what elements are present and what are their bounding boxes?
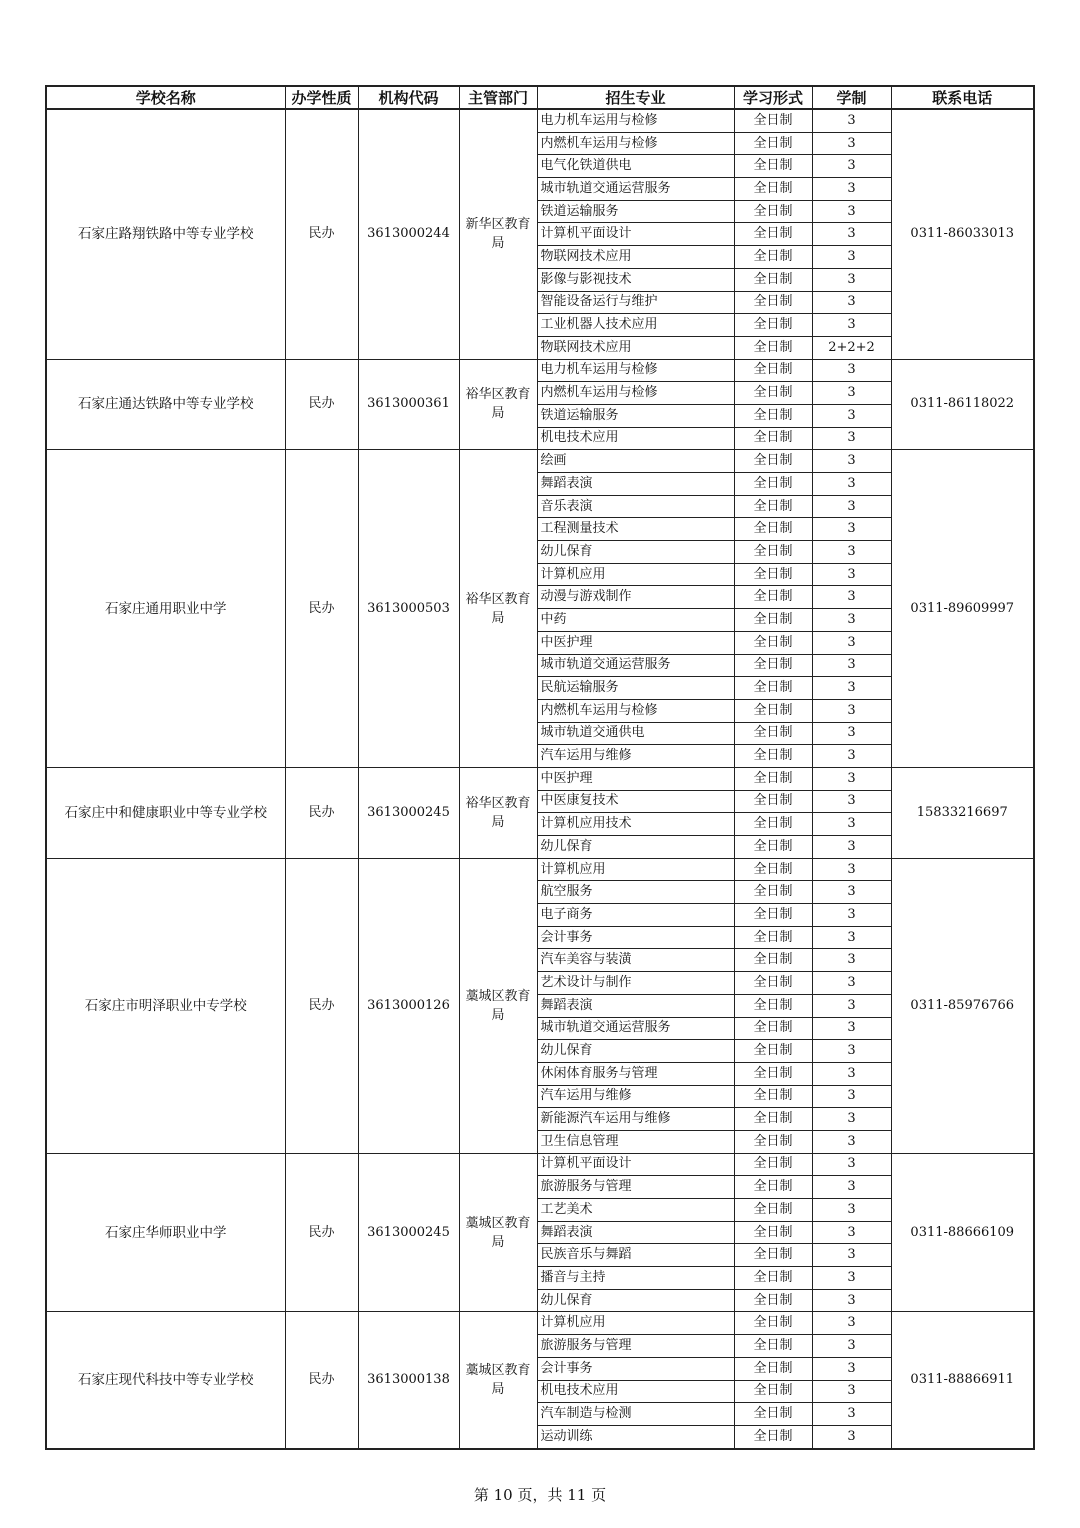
study-years: 3 — [812, 268, 891, 291]
study-mode: 全日制 — [734, 677, 812, 700]
major-name: 城市轨道交通供电 — [537, 722, 734, 745]
study-years: 3 — [812, 654, 891, 677]
study-mode: 全日制 — [734, 178, 812, 201]
study-mode: 全日制 — [734, 223, 812, 246]
study-years: 3 — [812, 904, 891, 927]
major-name: 幼儿保育 — [537, 1040, 734, 1063]
study-mode: 全日制 — [734, 1267, 812, 1290]
study-years: 3 — [812, 1312, 891, 1335]
major-name: 民航运输服务 — [537, 677, 734, 700]
study-years: 3 — [812, 1130, 891, 1153]
study-mode: 全日制 — [734, 268, 812, 291]
study-mode: 全日制 — [734, 1176, 812, 1199]
major-name: 工艺美术 — [537, 1199, 734, 1222]
study-mode: 全日制 — [734, 722, 812, 745]
major-name: 播音与主持 — [537, 1267, 734, 1290]
major-name: 中医护理 — [537, 631, 734, 654]
major-name: 电力机车运用与检修 — [537, 359, 734, 382]
institution-code: 3613000245 — [358, 767, 459, 858]
study-mode: 全日制 — [734, 1085, 812, 1108]
major-name: 幼儿保育 — [537, 836, 734, 859]
study-mode: 全日制 — [734, 881, 812, 904]
major-name: 幼儿保育 — [537, 1289, 734, 1312]
study-mode: 全日制 — [734, 1017, 812, 1040]
study-years: 3 — [812, 972, 891, 995]
study-years: 3 — [812, 359, 891, 382]
study-mode: 全日制 — [734, 1062, 812, 1085]
study-mode: 全日制 — [734, 1108, 812, 1131]
school-nature: 民办 — [285, 109, 358, 359]
major-name: 影像与影视技术 — [537, 268, 734, 291]
school-nature: 民办 — [285, 1312, 358, 1449]
table-body — [46, 109, 1034, 1449]
major-name: 音乐表演 — [537, 495, 734, 518]
major-name: 旅游服务与管理 — [537, 1176, 734, 1199]
school-name: 石家庄通达铁路中等专业学校 — [46, 359, 285, 450]
major-name: 计算机应用 — [537, 563, 734, 586]
major-name: 卫生信息管理 — [537, 1130, 734, 1153]
contact-phone: 15833216697 — [891, 767, 1034, 858]
study-years: 3 — [812, 223, 891, 246]
major-name: 旅游服务与管理 — [537, 1335, 734, 1358]
study-years: 3 — [812, 790, 891, 813]
study-mode: 全日制 — [734, 1380, 812, 1403]
study-years: 3 — [812, 1357, 891, 1380]
study-years: 3 — [812, 246, 891, 269]
table-row — [46, 450, 1034, 473]
study-mode: 全日制 — [734, 382, 812, 405]
study-mode: 全日制 — [734, 563, 812, 586]
study-mode: 全日制 — [734, 518, 812, 541]
study-mode: 全日制 — [734, 1153, 812, 1176]
study-years: 3 — [812, 178, 891, 201]
study-years: 3 — [812, 881, 891, 904]
study-mode: 全日制 — [734, 246, 812, 269]
table-row — [46, 1312, 1034, 1335]
major-name: 幼儿保育 — [537, 541, 734, 564]
header-major: 招生专业 — [537, 86, 734, 109]
study-mode: 全日制 — [734, 450, 812, 473]
study-years: 3 — [812, 1244, 891, 1267]
contact-phone: 0311-86033013 — [891, 109, 1034, 359]
school-name: 石家庄路翔铁路中等专业学校 — [46, 109, 285, 359]
header-nature: 办学性质 — [285, 86, 358, 109]
study-mode: 全日制 — [734, 155, 812, 178]
major-name: 物联网技术应用 — [537, 336, 734, 359]
study-years: 3 — [812, 427, 891, 450]
institution-code: 3613000361 — [358, 359, 459, 450]
study-years: 3 — [812, 1425, 891, 1448]
major-name: 城市轨道交通运营服务 — [537, 654, 734, 677]
study-years: 3 — [812, 1380, 891, 1403]
study-years: 3 — [812, 609, 891, 632]
major-name: 铁道运输服务 — [537, 404, 734, 427]
study-years: 3 — [812, 1199, 891, 1222]
header-row — [46, 86, 1034, 109]
study-years: 3 — [812, 1289, 891, 1312]
study-mode: 全日制 — [734, 904, 812, 927]
contact-phone: 0311-85976766 — [891, 858, 1034, 1153]
study-years: 3 — [812, 518, 891, 541]
institution-code: 3613000503 — [358, 450, 459, 768]
school-nature: 民办 — [285, 450, 358, 768]
study-mode: 全日制 — [734, 609, 812, 632]
supervising-dept: 裕华区教育局 — [459, 767, 537, 858]
header-code: 机构代码 — [358, 86, 459, 109]
study-mode: 全日制 — [734, 1199, 812, 1222]
major-name: 电子商务 — [537, 904, 734, 927]
major-name: 航空服务 — [537, 881, 734, 904]
study-mode: 全日制 — [734, 790, 812, 813]
major-name: 城市轨道交通运营服务 — [537, 1017, 734, 1040]
study-years: 3 — [812, 813, 891, 836]
supervising-dept: 藁城区教育局 — [459, 1312, 537, 1449]
study-years: 3 — [812, 200, 891, 223]
study-years: 3 — [812, 155, 891, 178]
study-mode: 全日制 — [734, 994, 812, 1017]
study-mode: 全日制 — [734, 495, 812, 518]
study-years: 3 — [812, 1085, 891, 1108]
study-years: 3 — [812, 586, 891, 609]
table-row — [46, 858, 1034, 881]
enrollment-table — [45, 85, 1035, 1450]
major-name: 新能源汽车运用与维修 — [537, 1108, 734, 1131]
major-name: 舞蹈表演 — [537, 994, 734, 1017]
major-name: 内燃机车运用与检修 — [537, 382, 734, 405]
study-years: 3 — [812, 1403, 891, 1426]
school-name: 石家庄中和健康职业中等专业学校 — [46, 767, 285, 858]
study-mode: 全日制 — [734, 132, 812, 155]
study-mode: 全日制 — [734, 699, 812, 722]
supervising-dept: 藁城区教育局 — [459, 858, 537, 1153]
study-mode: 全日制 — [734, 1425, 812, 1448]
major-name: 工程测量技术 — [537, 518, 734, 541]
study-years: 3 — [812, 132, 891, 155]
study-years: 3 — [812, 631, 891, 654]
study-years: 3 — [812, 1221, 891, 1244]
study-mode: 全日制 — [734, 1130, 812, 1153]
study-mode: 全日制 — [734, 1289, 812, 1312]
study-mode: 全日制 — [734, 1335, 812, 1358]
study-years: 3 — [812, 563, 891, 586]
study-years: 3 — [812, 1062, 891, 1085]
study-years: 3 — [812, 949, 891, 972]
major-name: 民族音乐与舞蹈 — [537, 1244, 734, 1267]
study-mode: 全日制 — [734, 586, 812, 609]
supervising-dept: 藁城区教育局 — [459, 1153, 537, 1312]
table-row — [46, 109, 1034, 132]
study-years: 3 — [812, 1017, 891, 1040]
study-years: 3 — [812, 745, 891, 768]
major-name: 舞蹈表演 — [537, 1221, 734, 1244]
study-mode: 全日制 — [734, 858, 812, 881]
study-years: 3 — [812, 1267, 891, 1290]
study-mode: 全日制 — [734, 541, 812, 564]
school-nature: 民办 — [285, 359, 358, 450]
header-dept: 主管部门 — [459, 86, 537, 109]
study-years: 3 — [812, 836, 891, 859]
study-mode: 全日制 — [734, 336, 812, 359]
school-nature: 民办 — [285, 1153, 358, 1312]
study-years: 3 — [812, 767, 891, 790]
contact-phone: 0311-88666109 — [891, 1153, 1034, 1312]
study-years: 3 — [812, 1040, 891, 1063]
school-name: 石家庄通用职业中学 — [46, 450, 285, 768]
contact-phone: 0311-89609997 — [891, 450, 1034, 768]
major-name: 计算机应用 — [537, 858, 734, 881]
study-years: 3 — [812, 495, 891, 518]
study-mode: 全日制 — [734, 1244, 812, 1267]
contact-phone: 0311-88866911 — [891, 1312, 1034, 1449]
study-years: 3 — [812, 699, 891, 722]
study-mode: 全日制 — [734, 1221, 812, 1244]
major-name: 中医护理 — [537, 767, 734, 790]
institution-code: 3613000138 — [358, 1312, 459, 1449]
major-name: 内燃机车运用与检修 — [537, 699, 734, 722]
major-name: 计算机平面设计 — [537, 1153, 734, 1176]
major-name: 汽车美容与装潢 — [537, 949, 734, 972]
study-years: 3 — [812, 926, 891, 949]
study-years: 3 — [812, 291, 891, 314]
school-name: 石家庄市明泽职业中专学校 — [46, 858, 285, 1153]
school-name: 石家庄华师职业中学 — [46, 1153, 285, 1312]
study-years: 3 — [812, 109, 891, 132]
major-name: 机电技术应用 — [537, 1380, 734, 1403]
major-name: 物联网技术应用 — [537, 246, 734, 269]
table-row — [46, 359, 1034, 382]
study-mode: 全日制 — [734, 767, 812, 790]
major-name: 机电技术应用 — [537, 427, 734, 450]
study-mode: 全日制 — [734, 1403, 812, 1426]
study-years: 3 — [812, 473, 891, 496]
study-mode: 全日制 — [734, 200, 812, 223]
institution-code: 3613000126 — [358, 858, 459, 1153]
study-years: 3 — [812, 994, 891, 1017]
major-name: 工业机器人技术应用 — [537, 314, 734, 337]
major-name: 计算机应用技术 — [537, 813, 734, 836]
study-mode: 全日制 — [734, 926, 812, 949]
study-mode: 全日制 — [734, 836, 812, 859]
study-mode: 全日制 — [734, 1040, 812, 1063]
table-row — [46, 1153, 1034, 1176]
institution-code: 3613000244 — [358, 109, 459, 359]
major-name: 舞蹈表演 — [537, 473, 734, 496]
study-mode: 全日制 — [734, 1312, 812, 1335]
study-years: 3 — [812, 722, 891, 745]
study-years: 3 — [812, 1153, 891, 1176]
institution-code: 3613000245 — [358, 1153, 459, 1312]
study-years: 3 — [812, 541, 891, 564]
study-years: 3 — [812, 677, 891, 700]
study-mode: 全日制 — [734, 654, 812, 677]
school-nature: 民办 — [285, 858, 358, 1153]
major-name: 汽车制造与检测 — [537, 1403, 734, 1426]
study-mode: 全日制 — [734, 631, 812, 654]
major-name: 铁道运输服务 — [537, 200, 734, 223]
study-mode: 全日制 — [734, 109, 812, 132]
page-footer: 第 10 页，共 11 页 — [473, 1486, 607, 1504]
major-name: 智能设备运行与维护 — [537, 291, 734, 314]
major-name: 内燃机车运用与检修 — [537, 132, 734, 155]
major-name: 休闲体育服务与管理 — [537, 1062, 734, 1085]
study-mode: 全日制 — [734, 473, 812, 496]
header-phone: 联系电话 — [891, 86, 1034, 109]
major-name: 电气化铁道供电 — [537, 155, 734, 178]
major-name: 运动训练 — [537, 1425, 734, 1448]
study-mode: 全日制 — [734, 1357, 812, 1380]
study-years: 3 — [812, 314, 891, 337]
supervising-dept: 新华区教育局 — [459, 109, 537, 359]
study-mode: 全日制 — [734, 427, 812, 450]
major-name: 会计事务 — [537, 1357, 734, 1380]
study-mode: 全日制 — [734, 359, 812, 382]
major-name: 汽车运用与维修 — [537, 1085, 734, 1108]
study-mode: 全日制 — [734, 404, 812, 427]
major-name: 中药 — [537, 609, 734, 632]
study-mode: 全日制 — [734, 314, 812, 337]
study-years: 3 — [812, 1108, 891, 1131]
study-years: 3 — [812, 382, 891, 405]
study-years: 3 — [812, 404, 891, 427]
study-years: 2+2+2 — [812, 336, 891, 359]
study-years: 3 — [812, 450, 891, 473]
major-name: 艺术设计与制作 — [537, 972, 734, 995]
major-name: 动漫与游戏制作 — [537, 586, 734, 609]
contact-phone: 0311-86118022 — [891, 359, 1034, 450]
study-mode: 全日制 — [734, 972, 812, 995]
supervising-dept: 裕华区教育局 — [459, 450, 537, 768]
school-nature: 民办 — [285, 767, 358, 858]
study-years: 3 — [812, 1176, 891, 1199]
major-name: 中医康复技术 — [537, 790, 734, 813]
study-mode: 全日制 — [734, 291, 812, 314]
study-years: 3 — [812, 1335, 891, 1358]
study-mode: 全日制 — [734, 745, 812, 768]
supervising-dept: 裕华区教育局 — [459, 359, 537, 450]
major-name: 城市轨道交通运营服务 — [537, 178, 734, 201]
study-mode: 全日制 — [734, 949, 812, 972]
header-years: 学制 — [812, 86, 891, 109]
major-name: 计算机平面设计 — [537, 223, 734, 246]
major-name: 绘画 — [537, 450, 734, 473]
header-mode: 学习形式 — [734, 86, 812, 109]
major-name: 电力机车运用与检修 — [537, 109, 734, 132]
major-name: 会计事务 — [537, 926, 734, 949]
major-name: 汽车运用与维修 — [537, 745, 734, 768]
study-mode: 全日制 — [734, 813, 812, 836]
study-years: 3 — [812, 858, 891, 881]
header-school: 学校名称 — [46, 86, 285, 109]
major-name: 计算机应用 — [537, 1312, 734, 1335]
table-row — [46, 767, 1034, 790]
school-name: 石家庄现代科技中等专业学校 — [46, 1312, 285, 1449]
